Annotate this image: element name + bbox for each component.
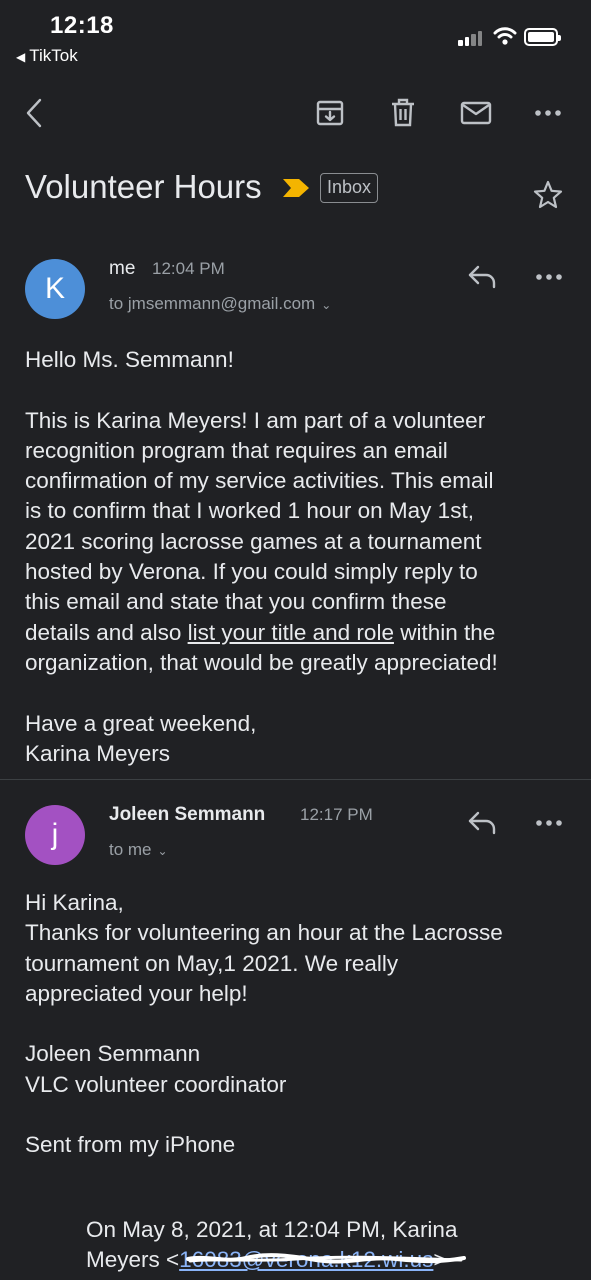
- battery-icon: [524, 28, 558, 46]
- mail-icon[interactable]: [458, 95, 494, 131]
- wifi-icon: [493, 26, 517, 46]
- avatar-letter: j: [51, 818, 59, 851]
- sender-name: me: [109, 258, 136, 279]
- archive-icon[interactable]: [312, 95, 348, 131]
- body-line: details and also list your title and role within the: [25, 619, 496, 645]
- sender-avatar[interactable]: [25, 805, 85, 865]
- body-line: VLC volunteer coordinator: [25, 1071, 287, 1097]
- greeting: Hello Ms. Semmann!: [25, 347, 234, 372]
- trash-icon[interactable]: [385, 95, 421, 131]
- body-line: This is Karina Meyers! I am part of a volunteer: [25, 407, 486, 433]
- body-line: Joleen Semmann: [25, 1041, 201, 1067]
- recipient-line: to me: [109, 840, 152, 859]
- reply-icon[interactable]: [466, 809, 500, 839]
- avatar-letter: K: [44, 272, 65, 305]
- message-divider: [0, 779, 591, 780]
- recipient-details-toggle[interactable]: [109, 840, 168, 860]
- redaction-scribble: [186, 1252, 466, 1266]
- recipient-line: to jmsemmann@gmail.com: [109, 294, 316, 313]
- cellular-signal-icon: [458, 30, 484, 46]
- inbox-label-badge[interactable]: Inbox: [320, 173, 378, 203]
- message-body: [25, 888, 575, 1161]
- body-line: appreciated your help!: [25, 980, 248, 1006]
- status-time: 12:18: [50, 12, 114, 39]
- chevron-down-icon: ⌄: [157, 844, 168, 858]
- quoted-header: [86, 1215, 566, 1276]
- quote-line: Meyers <16083@verona.k12.wi.us>: [86, 1247, 447, 1273]
- body-line: confirmation of my service activities. This email: [25, 468, 494, 494]
- message-time: 12:04 PM: [152, 259, 225, 278]
- message-body: [25, 345, 575, 769]
- body-line: 2021 scoring lacrosse games at a tournament: [25, 528, 482, 554]
- underlined-text: list your title and role: [187, 619, 394, 645]
- more-options-icon[interactable]: [530, 95, 566, 131]
- body-line: Thanks for volunteering an hour at the Lacrosse: [25, 920, 503, 946]
- body-line: organization, that would be greatly appreciated!: [25, 649, 498, 675]
- back-arrow-icon[interactable]: [17, 95, 53, 131]
- body-line: Hi Karina,: [25, 890, 124, 915]
- body-line: recognition program that requires an email: [25, 437, 448, 463]
- importance-marker-icon[interactable]: [283, 179, 309, 197]
- recipient-details-toggle[interactable]: [109, 294, 331, 314]
- back-to-app-link[interactable]: [16, 46, 78, 66]
- quote-line: On May 8, 2021, at 12:04 PM, Karina: [86, 1217, 458, 1242]
- star-icon[interactable]: [532, 179, 564, 211]
- closing: Have a great weekend,: [25, 710, 257, 736]
- back-triangle-icon: ◀: [16, 50, 26, 64]
- body-line: this email and state that you confirm these: [25, 589, 447, 615]
- message-more-icon[interactable]: [534, 262, 568, 292]
- reply-icon[interactable]: [466, 263, 500, 293]
- email-subject: Volunteer Hours: [25, 168, 262, 205]
- back-app-label: TikTok: [29, 46, 78, 65]
- sent-from-line: Sent from my iPhone: [25, 1132, 236, 1158]
- signature: Karina Meyers: [25, 740, 171, 766]
- sender-name: Joleen Semmann: [109, 804, 266, 825]
- body-line: tournament on May,1 2021. We really: [25, 950, 399, 976]
- sender-avatar[interactable]: [25, 259, 85, 319]
- chevron-down-icon: ⌄: [321, 298, 332, 312]
- body-line: hosted by Verona. If you could simply reply to: [25, 559, 478, 585]
- status-bar: [0, 0, 591, 70]
- message-more-icon[interactable]: [534, 808, 568, 838]
- message-time: 12:17 PM: [300, 805, 373, 824]
- quoted-email-link[interactable]: 16083@verona.k12.wi.us: [179, 1247, 434, 1273]
- body-line: is to confirm that I worked 1 hour on May 1st,: [25, 498, 474, 524]
